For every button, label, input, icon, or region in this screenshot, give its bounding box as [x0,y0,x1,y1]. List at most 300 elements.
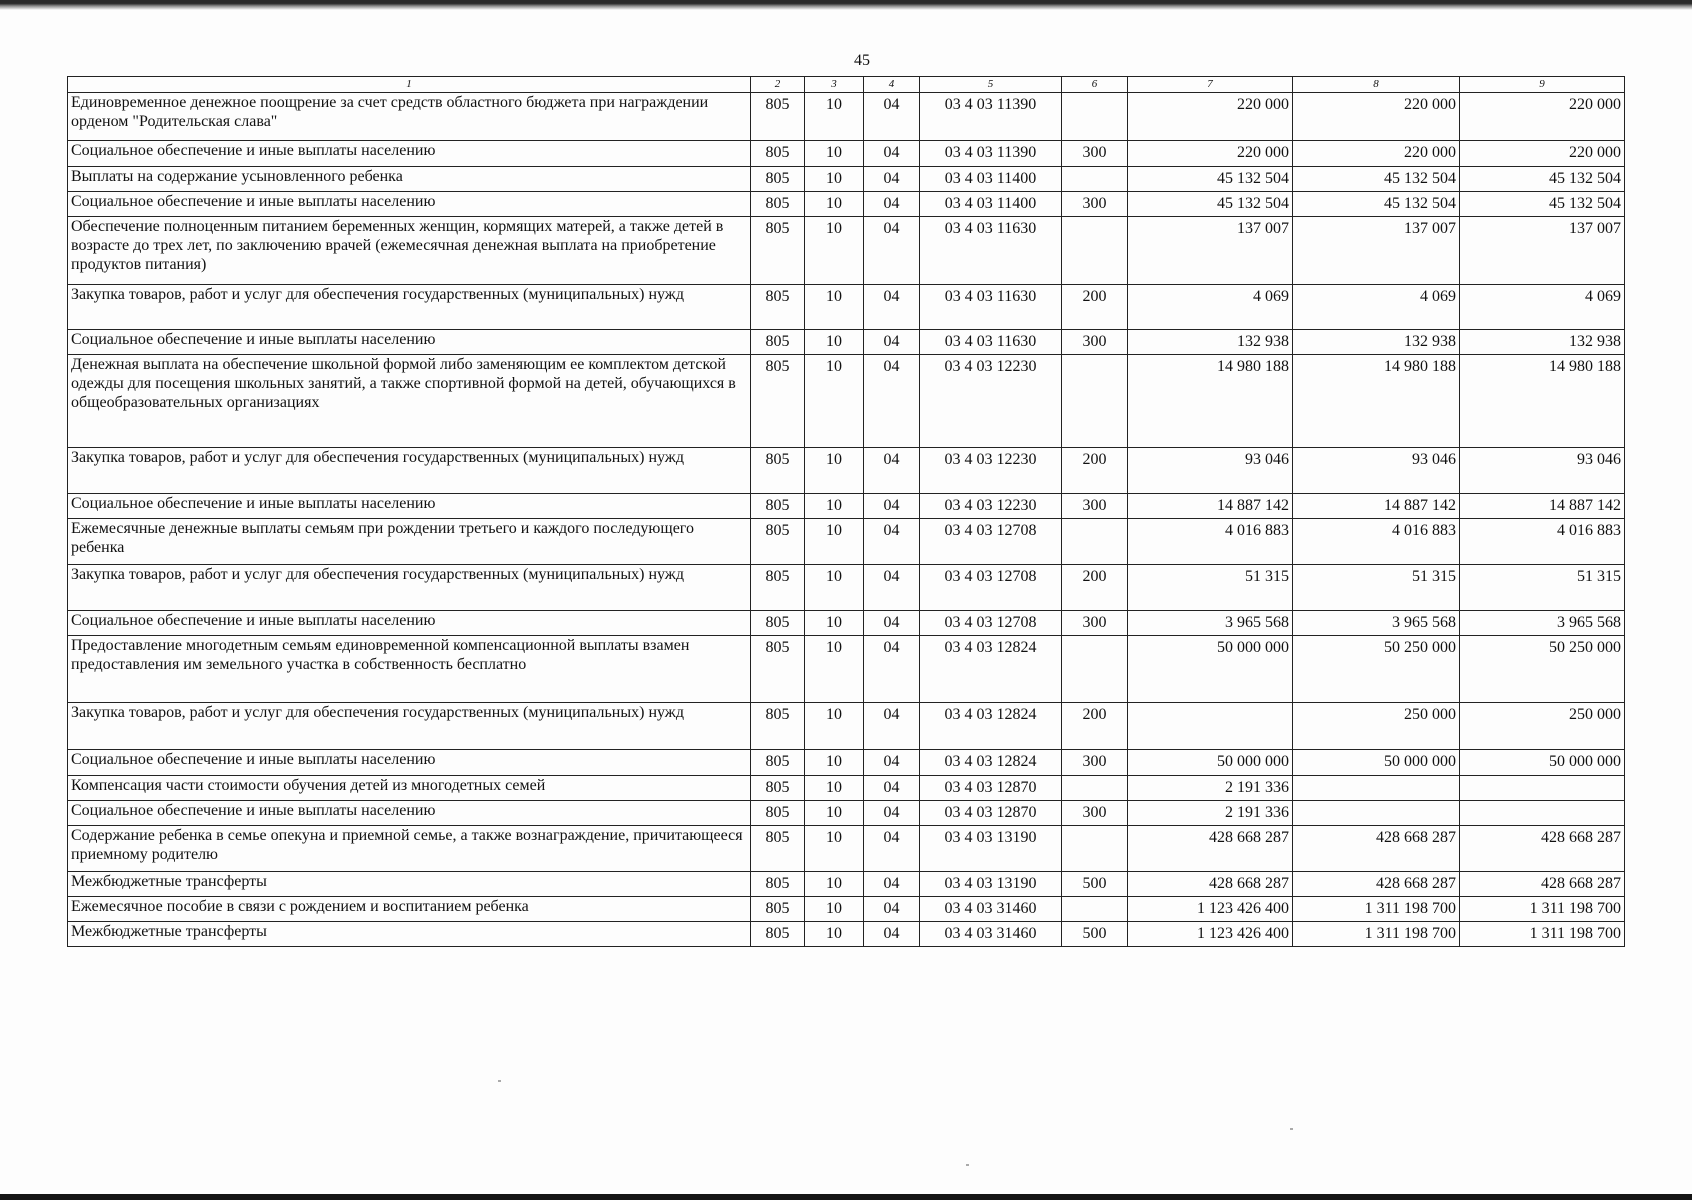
row-grbs-code [751,776,805,801]
row-amount-col-8 [1293,922,1460,947]
row-section-code-text: 10 [826,497,842,514]
header-col-9: 9 [1460,77,1625,93]
row-expense-type [1062,93,1128,141]
row-grbs-code [751,872,805,897]
row-expense-type-text: 300 [1082,195,1107,212]
row-subsection-code [864,285,920,330]
row-amount-col-7-text: 1 123 426 400 [1197,925,1289,942]
row-amount-col-9 [1460,494,1625,519]
row-section-code-text: 10 [826,288,842,305]
row-subsection-code [864,636,920,703]
header-col-2: 2 [751,77,805,93]
row-section-code-text: 10 [826,220,842,237]
row-amount-col-7-text: 2 191 336 [1225,804,1289,821]
row-amount-col-9-text: 1 311 198 700 [1529,900,1621,917]
row-grbs-code [751,448,805,494]
row-grbs-code-text: 805 [765,925,790,942]
row-subsection-code-text: 04 [883,195,900,212]
row-amount-col-7 [1128,141,1293,167]
row-amount-col-8-text: 1 311 198 700 [1364,925,1456,942]
row-amount-col-8 [1293,448,1460,494]
row-grbs-code [751,703,805,750]
row-expense-type [1062,167,1128,192]
table-row [68,167,1625,192]
row-grbs-code-text: 805 [765,875,790,892]
row-subsection-code [864,826,920,872]
scan-top-edge [0,0,1692,10]
row-amount-col-9-text: 51 315 [1577,568,1621,585]
row-amount-col-9-text: 45 132 504 [1549,170,1621,187]
row-grbs-code [751,141,805,167]
row-amount-col-8-text: 50 250 000 [1384,639,1456,656]
row-amount-col-9-text: 220 000 [1569,96,1621,113]
row-subsection-code [864,192,920,217]
row-target-article-text: 03 4 03 11630 [944,333,1037,350]
table-row [68,922,1625,947]
header-col-3: 3 [805,77,864,93]
row-description [68,801,751,826]
row-section-code-text: 10 [826,829,842,846]
row-section-code-text: 10 [826,639,842,656]
page-number: 45 [854,52,870,69]
row-subsection-code [864,355,920,448]
row-subsection-code [864,750,920,776]
row-amount-col-9-text: 4 069 [1585,288,1621,305]
table-row [68,565,1625,611]
row-amount-col-7-text: 428 668 287 [1209,875,1289,892]
row-grbs-code [751,611,805,636]
row-target-article-text: 03 4 03 11390 [944,144,1037,161]
row-grbs-code [751,826,805,872]
table-row [68,703,1625,750]
row-amount-col-7 [1128,801,1293,826]
row-target-article-text: 03 4 03 31460 [944,925,1037,942]
row-description [68,922,751,947]
row-amount-col-7 [1128,776,1293,801]
row-amount-col-7 [1128,355,1293,448]
scan-bottom-edge [0,1194,1692,1200]
row-target-article [920,897,1062,922]
row-amount-col-9-text: 14 980 188 [1549,358,1621,375]
row-grbs-code [751,519,805,565]
row-subsection-code-text: 04 [883,804,900,821]
row-target-article-text: 03 4 03 13190 [944,875,1037,892]
row-expense-type [1062,355,1128,448]
row-section-code [805,897,864,922]
row-section-code [805,703,864,750]
row-expense-type [1062,217,1128,285]
row-amount-col-8 [1293,776,1460,801]
row-grbs-code-text: 805 [765,614,790,631]
row-description [68,703,751,750]
row-section-code-text: 10 [826,706,842,723]
row-amount-col-8 [1293,217,1460,285]
row-amount-col-7 [1128,703,1293,750]
row-description-text: Закупка товаров, работ и услуг для обеспечения государственных (муниципальных) нужд [71,286,684,303]
row-amount-col-8 [1293,611,1460,636]
row-section-code [805,167,864,192]
row-description-text: Ежемесячное пособие в связи с рождением и воспитанием ребенка [71,898,529,915]
header-col-7: 7 [1128,77,1293,93]
row-amount-col-8 [1293,636,1460,703]
row-section-code [805,801,864,826]
row-amount-col-7-text: 137 007 [1237,220,1289,237]
row-grbs-code-text: 805 [765,829,790,846]
row-grbs-code [751,355,805,448]
row-amount-col-7-text: 50 000 000 [1217,753,1289,770]
row-description [68,285,751,330]
row-subsection-code [864,330,920,355]
row-description-text: Социальное обеспечение и иные выплаты населению [71,193,436,210]
row-amount-col-7-text: 14 887 142 [1217,497,1289,514]
row-subsection-code-text: 04 [883,358,900,375]
row-expense-type-text: 300 [1082,497,1107,514]
row-section-code [805,192,864,217]
row-subsection-code-text: 04 [883,451,900,468]
row-section-code-text: 10 [826,568,842,585]
row-amount-col-8-text: 220 000 [1404,144,1456,161]
row-amount-col-7 [1128,330,1293,355]
row-target-article [920,826,1062,872]
table-row [68,448,1625,494]
row-description [68,141,751,167]
row-subsection-code [864,494,920,519]
row-grbs-code-text: 805 [765,451,790,468]
row-amount-col-9 [1460,519,1625,565]
row-section-code [805,565,864,611]
row-amount-col-7 [1128,167,1293,192]
row-subsection-code-text: 04 [883,829,900,846]
row-grbs-code-text: 805 [765,96,790,113]
row-amount-col-9-text: 250 000 [1569,706,1621,723]
row-amount-col-8 [1293,141,1460,167]
row-amount-col-8-text: 4 016 883 [1392,522,1456,539]
row-amount-col-9 [1460,611,1625,636]
row-section-code [805,93,864,141]
row-expense-type-text: 500 [1082,875,1107,892]
row-target-article-text: 03 4 03 12708 [944,522,1037,539]
row-amount-col-9 [1460,141,1625,167]
row-subsection-code [864,611,920,636]
row-amount-col-9 [1460,355,1625,448]
row-amount-col-9-text: 93 046 [1577,451,1621,468]
row-amount-col-8-text: 1 311 198 700 [1364,900,1456,917]
row-amount-col-9 [1460,776,1625,801]
row-subsection-code-text: 04 [883,96,900,113]
row-target-article [920,93,1062,141]
row-section-code [805,611,864,636]
row-subsection-code-text: 04 [883,875,900,892]
row-amount-col-8-text: 45 132 504 [1384,195,1456,212]
row-subsection-code-text: 04 [883,497,900,514]
row-target-article [920,355,1062,448]
table-row [68,93,1625,141]
row-grbs-code [751,285,805,330]
row-amount-col-8-text: 14 980 188 [1384,358,1456,375]
row-description [68,355,751,448]
row-amount-col-9-text: 137 007 [1569,220,1621,237]
header-col-1: 1 [68,77,751,93]
row-section-code [805,141,864,167]
row-amount-col-8-text: 51 315 [1412,568,1456,585]
row-amount-col-9-text: 50 000 000 [1549,753,1621,770]
row-target-article-text: 03 4 03 12230 [944,451,1037,468]
table-row [68,519,1625,565]
row-target-article-text: 03 4 03 12708 [944,568,1037,585]
row-expense-type [1062,636,1128,703]
row-description [68,494,751,519]
row-subsection-code-text: 04 [883,753,900,770]
row-amount-col-8-text: 4 069 [1420,288,1456,305]
row-target-article [920,285,1062,330]
row-description [68,636,751,703]
row-grbs-code [751,922,805,947]
row-subsection-code-text: 04 [883,333,900,350]
row-amount-col-7 [1128,872,1293,897]
row-subsection-code [864,93,920,141]
row-amount-col-7-text: 4 016 883 [1225,522,1289,539]
row-target-article-text: 03 4 03 12824 [944,639,1037,656]
table-row [68,636,1625,703]
row-grbs-code-text: 805 [765,522,790,539]
row-amount-col-8-text: 45 132 504 [1384,170,1456,187]
row-section-code [805,922,864,947]
row-section-code [805,872,864,897]
row-amount-col-7-text: 45 132 504 [1217,170,1289,187]
header-col-4: 4 [864,77,920,93]
row-section-code [805,494,864,519]
row-description-text: Закупка товаров, работ и услуг для обеспечения государственных (муниципальных) нужд [71,449,684,466]
row-subsection-code-text: 04 [883,900,900,917]
table-row [68,285,1625,330]
row-expense-type [1062,494,1128,519]
table-row [68,801,1625,826]
row-amount-col-8-text: 137 007 [1404,220,1456,237]
row-amount-col-9 [1460,636,1625,703]
row-expense-type [1062,703,1128,750]
row-description [68,217,751,285]
row-expense-type [1062,565,1128,611]
row-target-article [920,922,1062,947]
row-subsection-code-text: 04 [883,288,900,305]
row-description [68,448,751,494]
row-amount-col-9-text: 220 000 [1569,144,1621,161]
row-subsection-code-text: 04 [883,639,900,656]
table-row [68,192,1625,217]
row-grbs-code [751,167,805,192]
row-section-code-text: 10 [826,614,842,631]
row-grbs-code [751,217,805,285]
row-expense-type-text: 200 [1082,451,1107,468]
row-expense-type [1062,776,1128,801]
row-grbs-code-text: 805 [765,706,790,723]
row-grbs-code-text: 805 [765,220,790,237]
row-amount-col-9-text: 50 250 000 [1549,639,1621,656]
row-target-article-text: 03 4 03 11400 [944,195,1037,212]
row-grbs-code-text: 805 [765,333,790,350]
row-target-article-text: 03 4 03 12230 [944,358,1037,375]
row-amount-col-8 [1293,872,1460,897]
row-expense-type [1062,897,1128,922]
row-grbs-code [751,636,805,703]
row-description-text: Межбюджетные трансферты [71,873,267,890]
row-amount-col-7-text: 220 000 [1237,144,1289,161]
row-target-article [920,611,1062,636]
row-target-article [920,448,1062,494]
row-target-article [920,167,1062,192]
row-description-text: Социальное обеспечение и иные выплаты населению [71,612,436,629]
row-section-code-text: 10 [826,195,842,212]
scan-speck [1290,1128,1293,1130]
row-section-code [805,750,864,776]
row-amount-col-9-text: 14 887 142 [1549,497,1621,514]
row-section-code-text: 10 [826,804,842,821]
row-amount-col-8-text: 3 965 568 [1392,614,1456,631]
table-body [68,93,1625,947]
row-amount-col-8 [1293,519,1460,565]
row-section-code [805,776,864,801]
row-description-text: Единовременное денежное поощрение за счет средств областного бюджета при награждении орденом "Родительская слава" [71,94,709,130]
row-amount-col-8-text: 14 887 142 [1384,497,1456,514]
row-amount-col-7 [1128,750,1293,776]
table-row [68,897,1625,922]
row-amount-col-7-text: 2 191 336 [1225,779,1289,796]
row-target-article [920,494,1062,519]
row-amount-col-8 [1293,801,1460,826]
row-target-article [920,750,1062,776]
row-expense-type [1062,141,1128,167]
row-amount-col-8-text: 132 938 [1404,333,1456,350]
row-description [68,519,751,565]
row-subsection-code [864,217,920,285]
row-amount-col-8 [1293,703,1460,750]
table-row [68,355,1625,448]
row-section-code-text: 10 [826,875,842,892]
row-description-text: Социальное обеспечение и иные выплаты населению [71,802,436,819]
row-amount-col-7-text: 220 000 [1237,96,1289,113]
row-grbs-code [751,801,805,826]
row-subsection-code [864,703,920,750]
row-grbs-code [751,192,805,217]
row-target-article-text: 03 4 03 31460 [944,900,1037,917]
row-section-code [805,826,864,872]
table-row [68,872,1625,897]
row-amount-col-9-text: 1 311 198 700 [1529,925,1621,942]
row-expense-type-text: 300 [1082,614,1107,631]
row-subsection-code [864,448,920,494]
row-section-code [805,448,864,494]
row-amount-col-9 [1460,826,1625,872]
row-amount-col-9 [1460,703,1625,750]
row-target-article-text: 03 4 03 11390 [944,96,1037,113]
row-grbs-code-text: 805 [765,779,790,796]
row-amount-col-9-text: 132 938 [1569,333,1621,350]
row-amount-col-8 [1293,826,1460,872]
row-description-text: Содержание ребенка в семье опекуна и приемной семье, а также вознаграждение, причитающееся приемному родителю [71,827,743,863]
row-subsection-code [864,801,920,826]
row-grbs-code-text: 805 [765,639,790,656]
row-grbs-code [751,494,805,519]
row-amount-col-9-text: 45 132 504 [1549,195,1621,212]
row-amount-col-7-text: 51 315 [1245,568,1289,585]
row-amount-col-8-text: 50 000 000 [1384,753,1456,770]
row-target-article-text: 03 4 03 11630 [944,220,1037,237]
row-description [68,897,751,922]
row-description [68,776,751,801]
row-amount-col-8 [1293,565,1460,611]
row-section-code [805,330,864,355]
row-expense-type [1062,519,1128,565]
row-target-article [920,636,1062,703]
row-target-article [920,801,1062,826]
row-amount-col-9 [1460,192,1625,217]
row-expense-type [1062,801,1128,826]
row-amount-col-7-text: 45 132 504 [1217,195,1289,212]
row-description [68,750,751,776]
row-subsection-code [864,897,920,922]
row-amount-col-8-text: 428 668 287 [1376,875,1456,892]
row-amount-col-9 [1460,167,1625,192]
row-amount-col-8 [1293,897,1460,922]
row-amount-col-7-text: 93 046 [1245,451,1289,468]
row-amount-col-7-text: 50 000 000 [1217,639,1289,656]
row-amount-col-7 [1128,217,1293,285]
row-target-article [920,703,1062,750]
row-amount-col-9 [1460,897,1625,922]
row-target-article [920,330,1062,355]
scan-speck [966,1164,969,1166]
row-amount-col-9-text: 3 965 568 [1557,614,1621,631]
header-col-8: 8 [1293,77,1460,93]
row-expense-type [1062,611,1128,636]
row-target-article [920,776,1062,801]
row-section-code-text: 10 [826,170,842,187]
row-grbs-code [751,330,805,355]
row-amount-col-8 [1293,285,1460,330]
row-amount-col-9 [1460,217,1625,285]
row-amount-col-9-text: 4 016 883 [1557,522,1621,539]
row-subsection-code-text: 04 [883,522,900,539]
row-subsection-code [864,519,920,565]
row-section-code-text: 10 [826,925,842,942]
row-amount-col-9-text: 428 668 287 [1541,875,1621,892]
row-section-code-text: 10 [826,333,842,350]
row-description [68,565,751,611]
row-expense-type [1062,192,1128,217]
row-amount-col-8 [1293,330,1460,355]
row-expense-type-text: 200 [1082,568,1107,585]
row-expense-type-text: 300 [1082,753,1107,770]
row-amount-col-7 [1128,636,1293,703]
row-description-text: Закупка товаров, работ и услуг для обеспечения государственных (муниципальных) нужд [71,704,684,721]
row-grbs-code-text: 805 [765,568,790,585]
row-description-text: Социальное обеспечение и иные выплаты населению [71,751,436,768]
row-grbs-code-text: 805 [765,497,790,514]
row-target-article-text: 03 4 03 12870 [944,804,1037,821]
row-amount-col-7 [1128,565,1293,611]
row-amount-col-9 [1460,565,1625,611]
table-header-row [68,77,1625,93]
row-amount-col-9 [1460,285,1625,330]
row-grbs-code-text: 805 [765,900,790,917]
row-target-article [920,217,1062,285]
row-section-code [805,636,864,703]
row-description [68,192,751,217]
row-target-article [920,192,1062,217]
row-section-code-text: 10 [826,451,842,468]
row-target-article-text: 03 4 03 11630 [944,288,1037,305]
row-amount-col-8 [1293,192,1460,217]
